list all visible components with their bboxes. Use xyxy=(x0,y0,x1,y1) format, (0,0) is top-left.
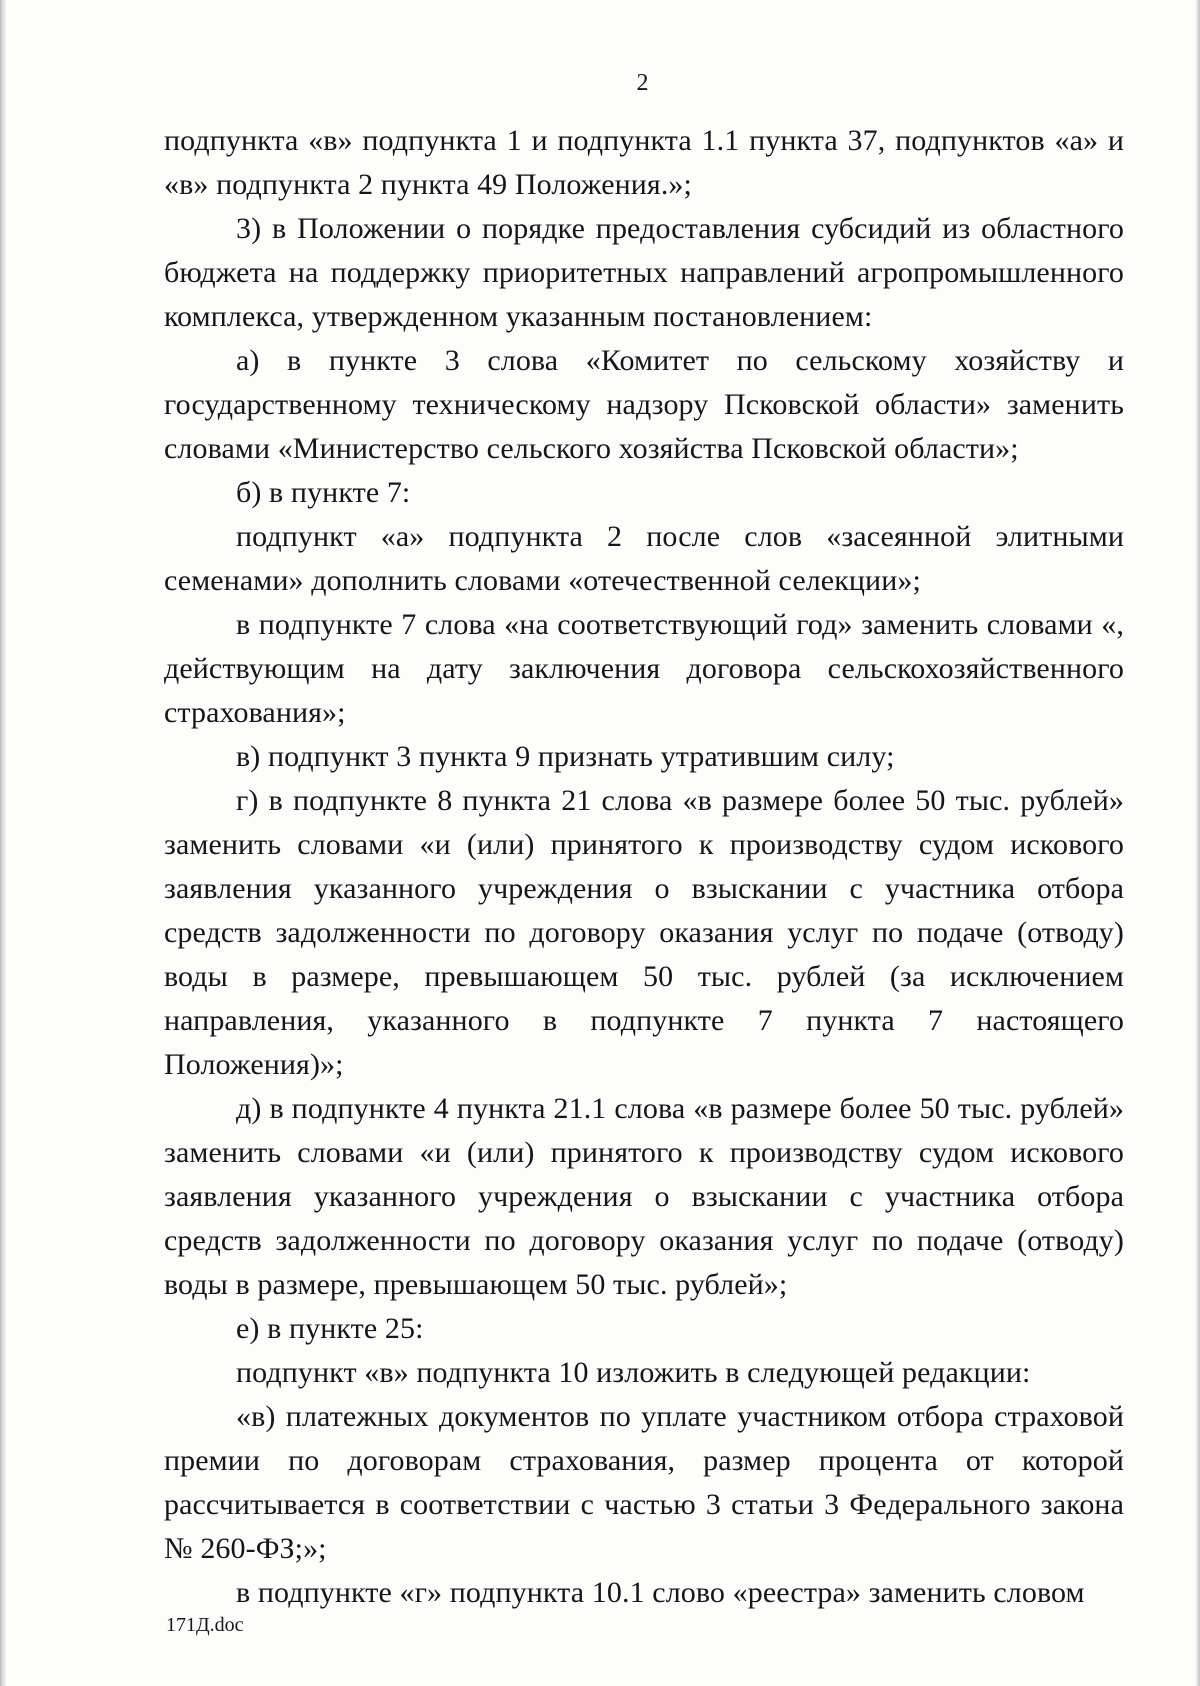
paragraph: подпункт «а» подпункта 2 после слов «засеянной элитными семенами» дополнить словами «отечественной селекции»; xyxy=(164,520,1124,597)
paragraph: 3) в Положении о порядке предоставления субсидий из областного бюджета на поддержку приоритетных направлений агропромышленного комплекса, утвержденном указанным постановлением: xyxy=(164,212,1124,333)
scan-edge-left xyxy=(0,0,6,1686)
paragraph: в) подпункт 3 пункта 9 признать утратившим силу; xyxy=(236,740,895,773)
footer-filename: 171Д.doc xyxy=(166,1614,244,1636)
paragraph: «в) платежных документов по уплате участником отбора страховой премии по договорам страхования, размер процента от которой рассчитывается в соответствии с частью 3 статьи 3 Федерального закона № 260-ФЗ;»; xyxy=(164,1400,1124,1565)
paragraph: в подпункте «г» подпункта 10.1 слово «реестра» заменить словом xyxy=(236,1576,1085,1609)
page-number: 2 xyxy=(636,70,649,96)
paragraph: е) в пункте 25: xyxy=(236,1312,424,1345)
paragraph: а) в пункте 3 слова «Комитет по сельскому хозяйству и государственному техническому надзору Псковской области» заменить словами «Министерство сельского хозяйства Псковской области»; xyxy=(164,344,1124,465)
scan-edge-right xyxy=(1195,0,1200,1686)
paragraph: в подпункте 7 слова «на соответствующий год» заменить словами «, действующим на дату заключения договора сельскохозяйственного страхования»; xyxy=(164,608,1124,729)
paragraph: г) в подпункте 8 пункта 21 слова «в размере более 50 тыс. рублей» заменить словами «и (или) принятого к производству судом искового заявления указанного учреждения о взыскании с участника отбора средств задолженности по договору оказания услуг по подаче (отводу) воды в размере, превышающем 50 тыс. рублей (за исключением направления, указанного в подпункте 7 пункта 7 настоящего Положения)»; xyxy=(164,784,1124,1081)
document-body xyxy=(164,119,1124,1615)
paragraph: подпункта «в» подпункта 1 и подпункта 1.1 пункта 37, подпунктов «а» и «в» подпункта 2 пункта 49 Положения.»; xyxy=(164,124,1124,201)
paragraph: б) в пункте 7: xyxy=(236,476,411,509)
paragraph: д) в подпункте 4 пункта 21.1 слова «в размере более 50 тыс. рублей» заменить словами «и (или) принятого к производству судом искового заявления указанного учреждения о взыскании с участника отбора средств задолженности по договору оказания услуг по подаче (отводу) воды в размере, превышающем 50 тыс. рублей»; xyxy=(164,1092,1124,1301)
paragraph: подпункт «в» подпункта 10 изложить в следующей редакции: xyxy=(236,1356,1031,1389)
